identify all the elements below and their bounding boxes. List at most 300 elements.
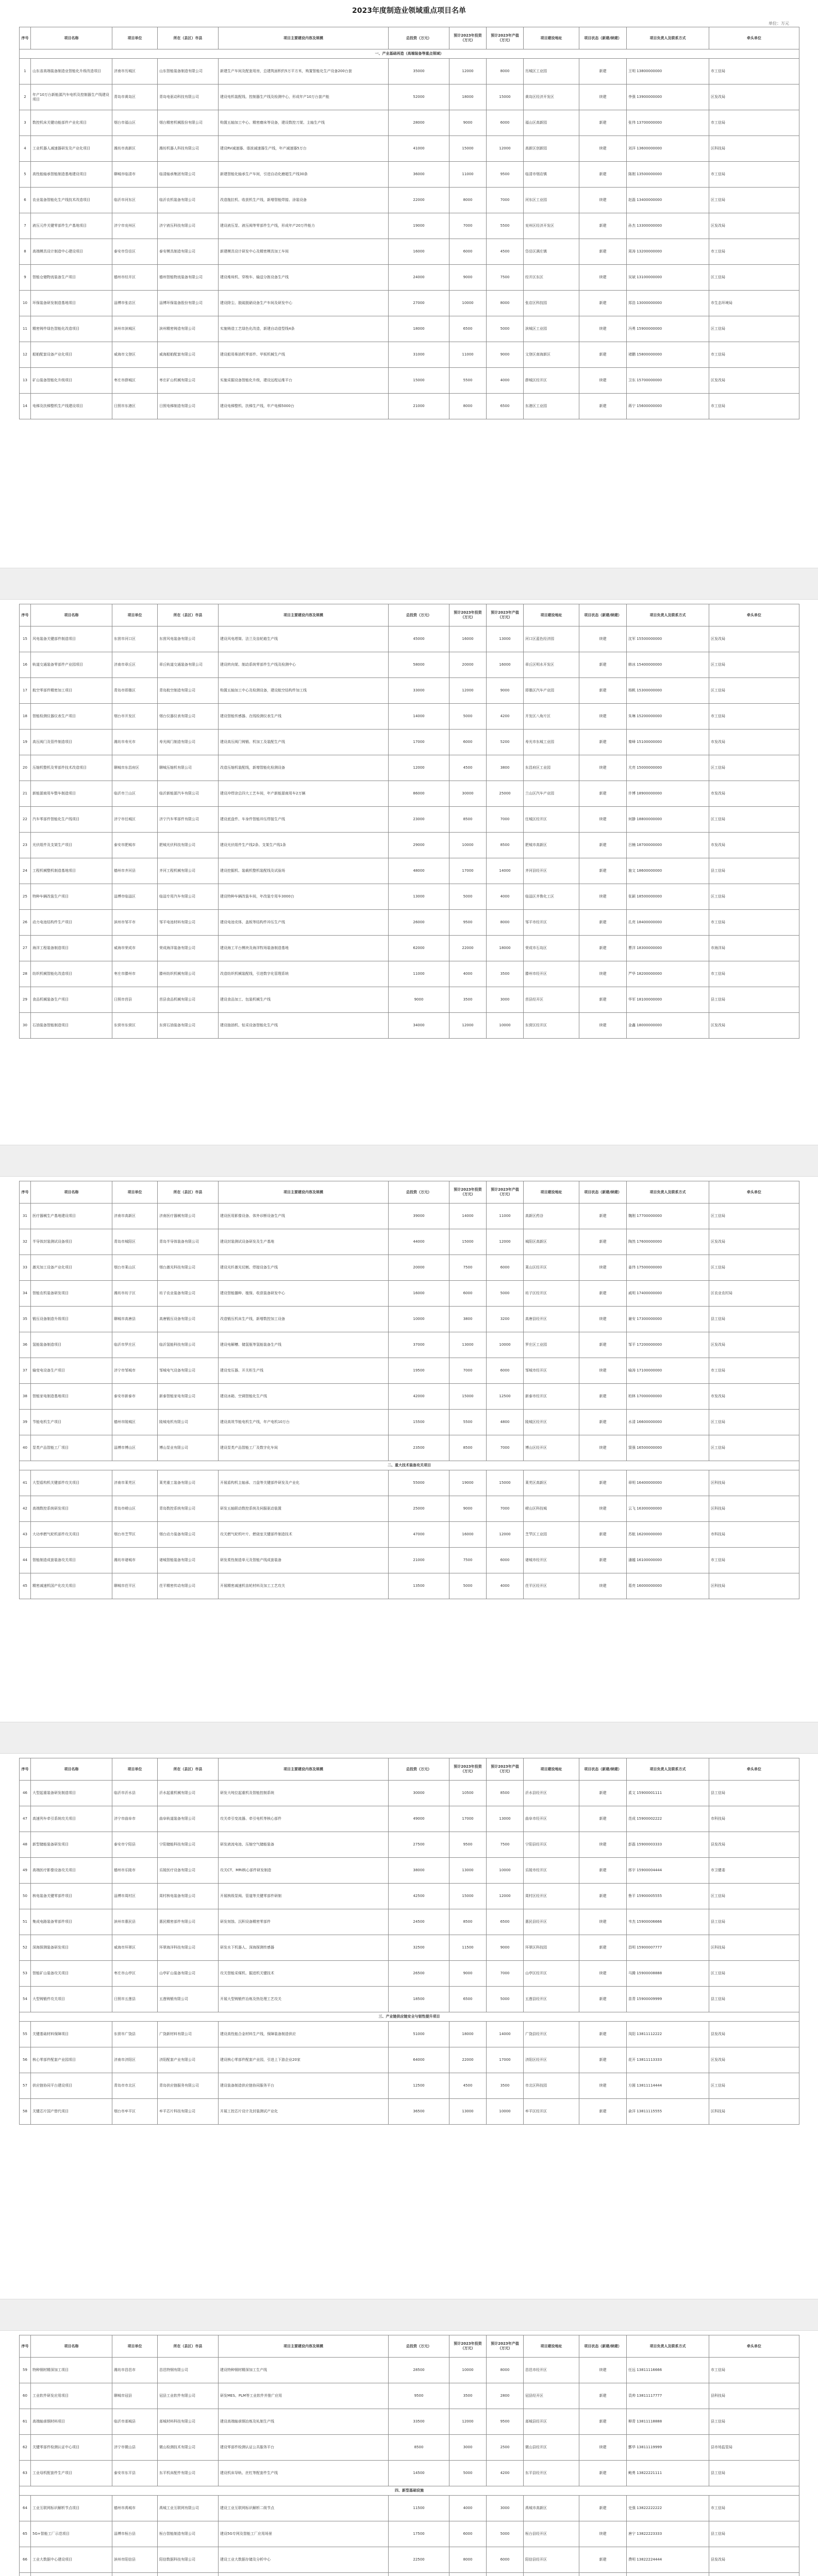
column-header: 预计2023年投资（万元） <box>449 1181 487 1204</box>
cell-out: 6000 <box>487 1255 524 1281</box>
cell-contact: 李强 13900000000 <box>627 84 709 110</box>
cell-name: 数控机床关键功能部件产业化项目 <box>31 110 112 136</box>
cell-unit: 济宁市任城区 <box>112 807 158 833</box>
cell-lead: 区科技局 <box>709 1935 799 1961</box>
cell-unit: 临沂市河东区 <box>112 188 158 213</box>
section-heading-row <box>20 2486 799 2496</box>
cell-total: 29000 <box>389 833 449 858</box>
cell-county: 东平机床配件有限公司 <box>158 2461 219 2486</box>
cell-unit: 东营市东营区 <box>112 1013 158 1039</box>
cell-contact: 潘越 16100000000 <box>627 1548 709 1573</box>
cell-no: 3 <box>20 110 31 136</box>
cell-inv: 7000 <box>449 213 487 239</box>
cell-no: 14 <box>20 394 31 419</box>
cell-unit: 泰安市东平县 <box>112 2461 158 2486</box>
document-title: 2023年度制造业领域重点项目名单 <box>352 7 466 15</box>
cell-addr: 临淄区齐鲁化工区 <box>524 884 579 910</box>
cell-content: 建设零部件检测认证公共服务平台 <box>219 2435 389 2461</box>
cell-no: 46 <box>20 1781 31 1806</box>
cell-no: 15 <box>20 626 31 652</box>
table-row <box>20 2496 799 2521</box>
cell-status <box>579 2573 627 2576</box>
document-page <box>19 2335 799 2576</box>
cell-county: 滕州纺织机械有限公司 <box>158 961 219 987</box>
cell-contact: 褚鹏 15800000000 <box>627 342 709 368</box>
cell-status: 续建 <box>579 188 627 213</box>
cell-no: 54 <box>20 1987 31 2012</box>
cell-addr: 莱山区经开区 <box>524 1255 579 1281</box>
cell-contact: 鲁平 15900005555 <box>627 1884 709 1909</box>
cell-inv: 6500 <box>449 316 487 342</box>
cell-total: 16000 <box>389 239 449 265</box>
cell-no: 23 <box>20 833 31 858</box>
cell-contact: 吕楠 18700000000 <box>627 833 709 858</box>
cell-unit: 聊城市高唐县 <box>112 1307 158 1332</box>
cell-unit: 潍坊市昌邑市 <box>112 2358 158 2383</box>
cell-name: 高端数控系统研发项目 <box>31 1496 112 1522</box>
cell-unit: 临沂市兰山区 <box>112 781 158 807</box>
cell-status: 续建 <box>579 704 627 730</box>
cell-unit: 东营市河口区 <box>112 626 158 652</box>
table-row <box>20 239 799 265</box>
cell-contact: 张伟 13700000000 <box>627 110 709 136</box>
unit-note: 单位：万元 <box>769 21 789 26</box>
table-row <box>20 652 799 678</box>
cell-out: 8000 <box>487 291 524 316</box>
cell-lead: 县工信局 <box>709 1307 799 1332</box>
cell-contact: 方圆 13811114444 <box>627 2073 709 2099</box>
cell-contact: 章明 16400000000 <box>627 1470 709 1496</box>
cell-total <box>389 2573 449 2576</box>
cell-lead: 市工信局 <box>709 162 799 188</box>
section-heading: 二、重大技术装备攻关项目 <box>20 1461 799 1470</box>
cell-contact: 柳青 13811118888 <box>627 2409 709 2435</box>
cell-total: 10000 <box>389 1307 449 1332</box>
cell-content: 建设RV减速器、谐波减速器生产线，年产减速器5万台 <box>219 136 389 162</box>
cell-inv: 12000 <box>449 1013 487 1039</box>
cell-no: 38 <box>20 1384 31 1410</box>
document-page <box>19 1758 799 2125</box>
column-header: 预计2023年投资（万元） <box>449 27 487 49</box>
cell-no: 21 <box>20 781 31 807</box>
cell-lead: 市科技局 <box>709 1522 799 1548</box>
cell-content: 攻关CT、MRI核心部件研发制造 <box>219 1858 389 1884</box>
cell-unit: 德州市乐陵市 <box>112 1858 158 1884</box>
column-header: 项目主要建设内容及规模 <box>219 604 389 626</box>
cell-unit: 济宁市微山县 <box>112 2435 158 2461</box>
cell-no: 43 <box>20 1522 31 1548</box>
cell-content: 实施铸造工艺绿色化改造，新建自动造型线4条 <box>219 316 389 342</box>
cell-contact: 朱琳 15200000000 <box>627 704 709 730</box>
cell-inv: 8500 <box>449 1909 487 1935</box>
cell-status: 续建 <box>579 1496 627 1522</box>
cell-out: 13000 <box>487 626 524 652</box>
cell-lead: 市工信局 <box>709 59 799 84</box>
cell-out: 6000 <box>487 1548 524 1573</box>
cell-inv: 3000 <box>449 2435 487 2461</box>
cell-county: 微山检测技术有限公司 <box>158 2435 219 2461</box>
cell-out: 14000 <box>487 2022 524 2047</box>
cell-content: 建设机床导轨、丝杠等配套件生产线 <box>219 2461 389 2486</box>
cell-contact: 凤阳 13811112222 <box>627 2022 709 2047</box>
cell-county: 环翠海洋科技有限公司 <box>158 1935 219 1961</box>
cell-county: 青岛半导体装备有限公司 <box>158 1229 219 1255</box>
cell-total: 21000 <box>389 394 449 419</box>
cell-name: 智能农机装备研发项目 <box>31 1281 112 1307</box>
section-heading: 四、新型基础设施 <box>20 2486 799 2496</box>
cell-unit: 青岛市市北区 <box>112 2073 158 2099</box>
cell-status: 新建 <box>579 2047 627 2073</box>
cell-contact: 孔亮 18400000000 <box>627 910 709 936</box>
cell-no: 44 <box>20 1548 31 1573</box>
cell-no: 26 <box>20 910 31 936</box>
cell-addr: 肥城市高新区 <box>524 833 579 858</box>
cell-total: 44000 <box>389 1229 449 1255</box>
cell-status: 续建 <box>579 2435 627 2461</box>
cell-lead: 市工信局 <box>709 704 799 730</box>
cell-out: 11000 <box>487 1204 524 1229</box>
cell-content: 建设装备制造供应链协同服务平台 <box>219 2073 389 2099</box>
column-header: 总投资（万元） <box>389 1758 449 1781</box>
column-header: 预计2023年投资（万元） <box>449 2335 487 2358</box>
cell-name: 工业互联网标识解析节点项目 <box>31 2496 112 2521</box>
table-row <box>20 1935 799 1961</box>
cell-county: 乐陵医疗设备有限公司 <box>158 1858 219 1884</box>
cell-addr: 惠民县经开区 <box>524 1909 579 1935</box>
cell-contact: 吴斌 13100000000 <box>627 265 709 291</box>
cell-addr: 诸城市经开区 <box>524 1548 579 1573</box>
column-header: 序号 <box>20 1181 31 1204</box>
cell-addr: 牟平区经开区 <box>524 2099 579 2125</box>
column-header: 项目主要建设内容及规模 <box>219 2335 389 2358</box>
column-header: 所在（县区）市县 <box>158 2335 219 2358</box>
cell-content: 建设智能播种、植保、收获装备研发中心 <box>219 1281 389 1307</box>
cell-total: 13500 <box>389 1573 449 1599</box>
cell-contact: 水清 16600000000 <box>627 1410 709 1435</box>
cell-contact: 袁帅 13811117777 <box>627 2383 709 2409</box>
cell-addr: 冠县经开区 <box>524 2383 579 2409</box>
cell-inv: 4500 <box>449 755 487 781</box>
cell-content: 建设电机装配线、控制器生产线及检测中心，形成年产10万台套产能 <box>219 84 389 110</box>
cell-out: 15000 <box>487 84 524 110</box>
cell-content: 开展核级泵阀、管道等关键零部件研制 <box>219 1884 389 1909</box>
cell-lead: 区工信局 <box>709 1204 799 1229</box>
column-header: 序号 <box>20 604 31 626</box>
cell-out: 12500 <box>487 1384 524 1410</box>
cell-addr: 文登区南海新区 <box>524 342 579 368</box>
table-header-row <box>20 27 799 49</box>
table-row <box>20 342 799 368</box>
cell-addr: 荣成市石岛区 <box>524 936 579 961</box>
cell-name: 高端模具设计制造中心建设项目 <box>31 239 112 265</box>
cell-content: 开展盾构机主轴承、刀盘等关键部件研发及产业化 <box>219 1470 389 1496</box>
cell-inv: 20000 <box>449 652 487 678</box>
project-table <box>19 27 799 419</box>
cell-unit: 烟台市福山区 <box>112 110 158 136</box>
cell-name: 高端医疗影像设备攻关项目 <box>31 1858 112 1884</box>
cell-total: 39000 <box>389 1204 449 1229</box>
cell-addr: 邹城市经开区 <box>524 1358 579 1384</box>
cell-unit: 济南市莱芜区 <box>112 1470 158 1496</box>
cell-inv: 15000 <box>449 1884 487 1909</box>
cell-addr: 乐陵市经开区 <box>524 1858 579 1884</box>
column-header: 项目建设地址 <box>524 1758 579 1781</box>
cell-status: 新建 <box>579 781 627 807</box>
cell-status: 新建 <box>579 1332 627 1358</box>
cell-county: 莱芜重工装备有限公司 <box>158 1470 219 1496</box>
cell-status: 续建 <box>579 755 627 781</box>
cell-name: 大功率燃气轮机部件攻关项目 <box>31 1522 112 1548</box>
cell-out: 2800 <box>487 2383 524 2409</box>
cell-unit <box>112 2573 158 2576</box>
cell-unit: 淄博市桓台县 <box>112 2521 158 2547</box>
cell-lead: 区工信局 <box>709 755 799 781</box>
cell-unit: 烟台市牟平区 <box>112 2099 158 2125</box>
table-row <box>20 858 799 884</box>
column-header: 牵头单位 <box>709 2335 799 2358</box>
cell-addr: 薛城区经开区 <box>524 368 579 394</box>
cell-lead: 区发改局 <box>709 2047 799 2073</box>
cell-content: 建设电池壳体、盖板等结构件冲压生产线 <box>219 910 389 936</box>
cell-county: 五莲铸锻有限公司 <box>158 1987 219 2012</box>
cell-content: 改造纺织机械装配线，引进数字化管理系统 <box>219 961 389 987</box>
cell-addr: 滕州市经开区 <box>524 961 579 987</box>
cell-contact: 花开 13811113333 <box>627 2047 709 2073</box>
cell-name: 智能检测仪器仪表生产项目 <box>31 704 112 730</box>
cell-total: 36000 <box>389 162 449 188</box>
cell-inv: 7000 <box>449 1358 487 1384</box>
cell-lead: 市发改局 <box>709 1384 799 1410</box>
cell-name: 特种钢材精深加工项目 <box>31 2358 112 2383</box>
cell-status: 新建 <box>579 858 627 884</box>
cell-content: 新建模具设计研发中心及精密模具加工车间 <box>219 239 389 265</box>
cell-contact: 苏航 16200000000 <box>627 1522 709 1548</box>
cell-content: 建设除尘、脱硫脱硝设备生产车间及研发中心 <box>219 291 389 316</box>
cell-addr: 罗庄区工业园 <box>524 1332 579 1358</box>
cell-name: 工程机械整机制造基地项目 <box>31 858 112 884</box>
column-header: 预计2023年产值（万元） <box>487 2335 524 2358</box>
cell-no: 19 <box>20 730 31 755</box>
cell-out <box>487 2573 524 2576</box>
cell-unit: 泰安市宁阳县 <box>112 1832 158 1858</box>
cell-inv: 30000 <box>449 781 487 807</box>
cell-no: 62 <box>20 2435 31 2461</box>
cell-out: 13000 <box>487 1806 524 1832</box>
cell-lead: 县发改局 <box>709 2022 799 2047</box>
cell-out: 10000 <box>487 1858 524 1884</box>
document-page <box>19 604 799 1039</box>
cell-unit: 聊城市冠县 <box>112 2383 158 2409</box>
cell-no: 31 <box>20 1204 31 1229</box>
cell-unit: 日照市五莲县 <box>112 1987 158 2012</box>
column-header: 预计2023年投资（万元） <box>449 604 487 626</box>
cell-name <box>31 2573 112 2576</box>
column-header: 项目主要建设内容及规模 <box>219 27 389 49</box>
cell-contact: 华军 18100000000 <box>627 987 709 1013</box>
cell-inv: 11500 <box>449 1935 487 1961</box>
cell-inv: 5500 <box>449 368 487 394</box>
cell-inv: 13000 <box>449 1858 487 1884</box>
cell-total: 30000 <box>389 1781 449 1806</box>
cell-county: 威海船舶配套有限公司 <box>158 342 219 368</box>
cell-unit: 烟台市开发区 <box>112 704 158 730</box>
section-heading: 三、产业链供应链安全与韧性提升项目 <box>20 2012 799 2022</box>
table-row <box>20 2409 799 2435</box>
cell-county: 周村核电装备有限公司 <box>158 1884 219 1909</box>
cell-status: 续建 <box>579 1832 627 1858</box>
cell-inv: 8000 <box>449 188 487 213</box>
cell-inv: 15000 <box>449 1229 487 1255</box>
cell-status: 续建 <box>579 1435 627 1461</box>
cell-county: 广饶新材料有限公司 <box>158 2022 219 2047</box>
cell-no: 29 <box>20 987 31 1013</box>
table-row <box>20 84 799 110</box>
cell-no: 48 <box>20 1832 31 1858</box>
cell-contact: 杨帆 15300000000 <box>627 678 709 704</box>
cell-name: 节能电机生产项目 <box>31 1410 112 1435</box>
cell-out: 5500 <box>487 213 524 239</box>
cell-name: 高性能轴承智能制造基地建设项目 <box>31 162 112 188</box>
table-row <box>20 1229 799 1255</box>
cell-contact: 彭磊 15900003333 <box>627 1832 709 1858</box>
cell-addr: 黄岛区经济开发区 <box>524 84 579 110</box>
cell-inv: 12000 <box>449 678 487 704</box>
cell-content: 研发水下机器人、深海探测传感器 <box>219 1935 389 1961</box>
cell-out: 3500 <box>487 2073 524 2099</box>
cell-lead: 市发改局 <box>709 833 799 858</box>
cell-out: 8000 <box>487 59 524 84</box>
cell-status: 续建 <box>579 1013 627 1039</box>
cell-county: 济宁汽车零部件有限公司 <box>158 807 219 833</box>
cell-content: 购置五轴加工中心及检测设备，建设航空结构件加工线 <box>219 678 389 704</box>
cell-contact: 郎宇 15900004444 <box>627 1858 709 1884</box>
cell-no: 5 <box>20 162 31 188</box>
cell-no: 32 <box>20 1229 31 1255</box>
cell-contact: 施文 18600000000 <box>627 858 709 884</box>
table-row <box>20 265 799 291</box>
column-header: 牵头单位 <box>709 1181 799 1204</box>
cell-name: 工业大数据中心建设项目 <box>31 2547 112 2573</box>
cell-unit: 滨州市阳信县 <box>112 2547 158 2573</box>
column-header: 总投资（万元） <box>389 27 449 49</box>
cell-status: 续建 <box>579 1573 627 1599</box>
cell-content: 研发MES、PLM等工业软件并推广应用 <box>219 2383 389 2409</box>
cell-lead: 市工信局 <box>709 394 799 419</box>
cell-inv: 6000 <box>449 239 487 265</box>
cell-no: 34 <box>20 1281 31 1307</box>
cell-addr: 禹城市高新区 <box>524 2496 579 2521</box>
cell-status: 新建 <box>579 1858 627 1884</box>
cell-county: 泰安模具制造有限公司 <box>158 239 219 265</box>
cell-addr: 郯城县经开区 <box>524 2409 579 2435</box>
cell-county: 济阳配套产业有限公司 <box>158 2047 219 2073</box>
cell-total: 19500 <box>389 1358 449 1384</box>
cell-lead: 区发改局 <box>709 1332 799 1358</box>
table-row <box>20 884 799 910</box>
cell-inv: 9000 <box>449 110 487 136</box>
cell-unit: 聊城市东昌府区 <box>112 755 158 781</box>
cell-status: 续建 <box>579 807 627 833</box>
cell-out: 15000 <box>487 1470 524 1496</box>
cell-content: 建设船用柴油机零部件、甲板机械生产线 <box>219 342 389 368</box>
column-header: 所在（县区）市县 <box>158 1181 219 1204</box>
cell-addr: 东昌府区工业园 <box>524 755 579 781</box>
cell-total: 28500 <box>389 2358 449 2383</box>
cell-inv: 6500 <box>449 1987 487 2012</box>
cell-out: 4000 <box>487 884 524 910</box>
cell-contact: 赵磊 13400000000 <box>627 188 709 213</box>
cell-unit: 青岛市崂山区 <box>112 1496 158 1522</box>
cell-inv: 22000 <box>449 936 487 961</box>
cell-addr <box>524 2573 579 2576</box>
cell-contact: 葛亮 16000000000 <box>627 1573 709 1599</box>
cell-no: 30 <box>20 1013 31 1039</box>
cell-status: 新建 <box>579 1935 627 1961</box>
cell-content: 建设挖掘机、装载机整机装配线及试验场 <box>219 858 389 884</box>
cell-name: 电梯及扶梯整机生产线建设项目 <box>31 394 112 419</box>
table-row <box>20 213 799 239</box>
cell-county: 东营石油装备有限公司 <box>158 1013 219 1039</box>
cell-lead <box>709 2573 799 2576</box>
cell-county: 莒县食品机械有限公司 <box>158 987 219 1013</box>
cell-out: 8000 <box>487 2358 524 2383</box>
cell-inv: 19000 <box>449 1470 487 1496</box>
cell-total: 22000 <box>389 188 449 213</box>
cell-inv: 11000 <box>449 342 487 368</box>
cell-county: 滨州精密铸造有限公司 <box>158 316 219 342</box>
column-header: 预计2023年产值（万元） <box>487 1758 524 1781</box>
cell-status: 续建 <box>579 84 627 110</box>
cell-inv: 10000 <box>449 291 487 316</box>
cell-lead: 区工信局 <box>709 1435 799 1461</box>
cell-no: 39 <box>20 1410 31 1435</box>
cell-contact: 张颖 18500000000 <box>627 884 709 910</box>
cell-content: 建设5G专网及智能工厂应用场景 <box>219 2521 389 2547</box>
cell-status: 续建 <box>579 626 627 652</box>
cell-status: 新建 <box>579 59 627 84</box>
page-separator <box>0 2299 818 2331</box>
cell-lead: 县工信局 <box>709 1987 799 2012</box>
cell-lead: 区发改局 <box>709 84 799 110</box>
cell-content: 建设海工平台模块及海洋牧场装备制造基地 <box>219 936 389 961</box>
cell-lead: 市工信局 <box>709 110 799 136</box>
cell-lead: 县市场监管局 <box>709 2435 799 2461</box>
cell-unit: 东营市广饶县 <box>112 2022 158 2047</box>
column-header: 项目建设地址 <box>524 27 579 49</box>
cell-no: 40 <box>20 1435 31 1461</box>
cell-content: 研发大吨位起重机及智能控制系统 <box>219 1781 389 1806</box>
cell-out: 9500 <box>487 2409 524 2435</box>
cell-total: 12000 <box>389 755 449 781</box>
cell-content: 新建智能化轴承生产车间，引进自动化磨超生产线30条 <box>219 162 389 188</box>
cell-county: 日照电梯制造有限公司 <box>158 394 219 419</box>
cell-addr: 昌邑市经开区 <box>524 2358 579 2383</box>
cell-contact: 严华 18200000000 <box>627 961 709 987</box>
cell-no: 65 <box>20 2521 31 2547</box>
cell-inv: 18000 <box>449 2022 487 2047</box>
column-header: 总投资（万元） <box>389 604 449 626</box>
table-row <box>20 755 799 781</box>
column-header: 项目名称 <box>31 604 112 626</box>
cell-name: 高速列车牵引系统攻关项目 <box>31 1806 112 1832</box>
cell-inv: 10500 <box>449 1781 487 1806</box>
cell-inv: 17000 <box>449 1806 487 1832</box>
cell-lead: 县科技局 <box>709 2383 799 2409</box>
cell-total: 49000 <box>389 1806 449 1832</box>
cell-lead: 市工信局 <box>709 342 799 368</box>
cell-out: 8500 <box>487 1781 524 1806</box>
cell-name: 医疗器械生产基地建设项目 <box>31 1204 112 1229</box>
